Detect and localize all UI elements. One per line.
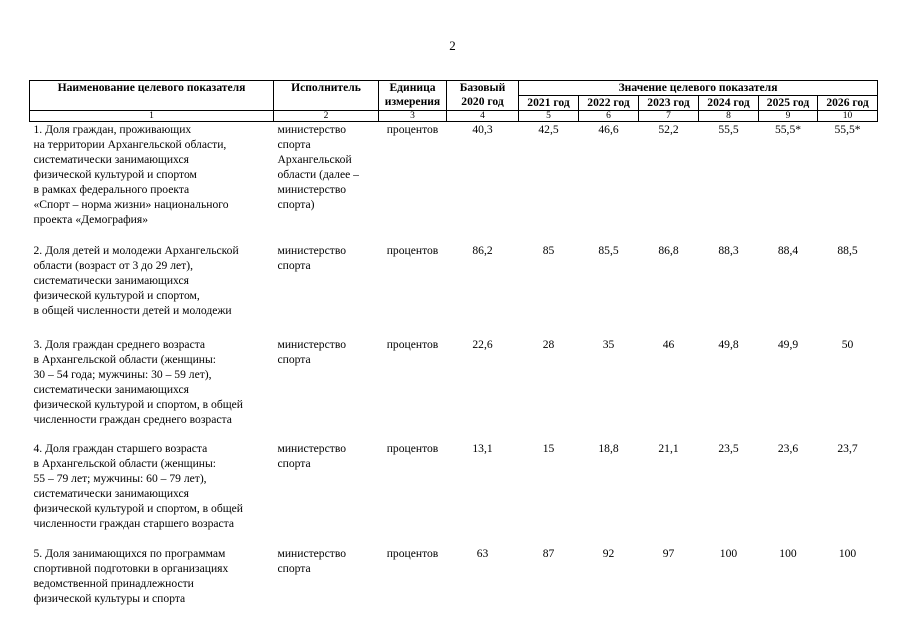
indicator-base-value: 40,3 xyxy=(472,123,493,136)
indicator-value: 100 xyxy=(838,546,857,560)
header-base-year: Базовый 2020 год xyxy=(447,81,519,111)
column-number: 2 xyxy=(274,111,379,122)
column-number: 3 xyxy=(379,111,447,122)
indicator-unit: процентов xyxy=(386,337,439,351)
indicator-unit: процентов xyxy=(386,123,439,136)
indicator-value: 55,5* xyxy=(834,123,861,136)
indicator-value: 97 xyxy=(662,546,675,560)
indicator-name: 1. Доля граждан, проживающих на территории Архангельской области, систематически занимающихся физической культурой и спортом в рамках федерального проекта «Спорт – норма жизни» национального проекта «Демография» xyxy=(33,123,229,226)
header-year: 2021 год xyxy=(519,96,579,111)
indicator-value: 52,2 xyxy=(658,123,679,136)
column-number: 5 xyxy=(519,111,579,122)
indicator-executor: министерство спорта Архангельской области (далее – министерство спорта) xyxy=(277,123,359,211)
indicator-value: 49,9 xyxy=(777,337,799,351)
table-row xyxy=(30,441,878,546)
table-row xyxy=(30,122,878,243)
indicator-unit: процентов xyxy=(386,546,439,560)
table-row xyxy=(30,337,878,441)
indicator-value: 87 xyxy=(542,546,555,560)
indicator-executor: министерство спорта xyxy=(277,546,347,575)
header-values-group: Значение целевого показателя xyxy=(519,81,878,96)
indicator-base-value: 86,2 xyxy=(472,243,493,257)
header-executor: Исполнитель xyxy=(274,81,379,111)
indicator-value: 42,5 xyxy=(538,123,559,136)
indicator-value: 100 xyxy=(779,546,797,560)
page-number: 2 xyxy=(449,38,456,53)
indicator-value: 85,5 xyxy=(598,243,619,257)
column-number: 10 xyxy=(818,111,878,122)
indicator-executor: министерство спорта xyxy=(277,337,347,366)
header-year: 2023 год xyxy=(639,96,699,111)
indicator-value: 86,8 xyxy=(658,243,679,257)
header-year: 2024 год xyxy=(699,96,759,111)
indicator-base-value: 63 xyxy=(476,546,489,560)
header-year: 2025 год xyxy=(759,96,818,111)
column-number: 4 xyxy=(447,111,519,122)
column-number: 7 xyxy=(639,111,699,122)
indicator-value: 50 xyxy=(841,337,854,351)
column-number-row xyxy=(30,111,878,122)
indicator-base-value: 22,6 xyxy=(472,337,493,351)
indicator-executor: министерство спорта xyxy=(277,441,347,470)
indicator-value: 21,1 xyxy=(658,441,679,455)
table-row xyxy=(30,243,878,337)
column-number: 6 xyxy=(579,111,639,122)
table-row xyxy=(30,546,878,610)
indicator-name: 4. Доля граждан старшего возраста в Архангельской области (женщины: 55 – 79 лет; мужчины: 60 – 79 лет), систематически занимающихся физической культурой и спортом, в общей численности граждан старшего возраста xyxy=(33,441,244,530)
indicator-value: 23,5 xyxy=(718,441,739,455)
header-row-1 xyxy=(30,81,878,96)
indicator-value: 88,3 xyxy=(718,243,739,257)
indicator-value: 92 xyxy=(602,546,615,560)
header-indicator-name: Наименование целевого показателя xyxy=(30,81,274,111)
indicator-name: 5. Доля занимающихся по программам спортивной подготовки в организациях ведомственной принадлежности физической культуры и спорта xyxy=(33,546,229,605)
column-number: 9 xyxy=(759,111,818,122)
indicator-value: 46 xyxy=(662,337,675,351)
indicator-value: 18,8 xyxy=(598,441,619,455)
indicator-value: 55,5* xyxy=(774,123,802,136)
indicator-value: 100 xyxy=(719,546,738,560)
indicator-value: 35 xyxy=(602,337,615,351)
indicator-name: 2. Доля детей и молодежи Архангельской области (возраст от 3 до 29 лет), систематически занимающихся физической культурой и спортом, в общей численности детей и молодежи xyxy=(33,243,239,317)
indicator-value: 15 xyxy=(542,441,555,455)
header-year: 2026 год xyxy=(818,96,878,111)
target-indicators-table xyxy=(29,80,878,610)
indicator-value: 28 xyxy=(542,337,555,351)
indicator-executor: министерство спорта xyxy=(277,243,347,272)
indicator-unit: процентов xyxy=(386,441,439,455)
indicator-value: 23,6 xyxy=(777,441,799,455)
indicator-base-value: 13,1 xyxy=(472,441,493,455)
indicator-value: 88,5 xyxy=(837,243,858,257)
indicator-value: 49,8 xyxy=(718,337,739,351)
indicator-value: 46,6 xyxy=(598,123,619,136)
indicator-value: 88,4 xyxy=(777,243,799,257)
indicator-value: 85 xyxy=(542,243,555,257)
indicator-value: 55,5 xyxy=(718,123,739,136)
indicator-value: 23,7 xyxy=(837,441,858,455)
header-year: 2022 год xyxy=(579,96,639,111)
column-number: 1 xyxy=(30,111,274,122)
indicator-unit: процентов xyxy=(386,243,439,257)
indicator-name: 3. Доля граждан среднего возраста в Архангельской области (женщины: 30 – 54 года; мужчины: 30 – 59 лет), систематически занимающихся физической культурой и спортом, в общей численности граждан среднего возраста xyxy=(33,337,244,426)
header-unit: Единица измерения xyxy=(379,81,447,111)
column-number: 8 xyxy=(699,111,759,122)
